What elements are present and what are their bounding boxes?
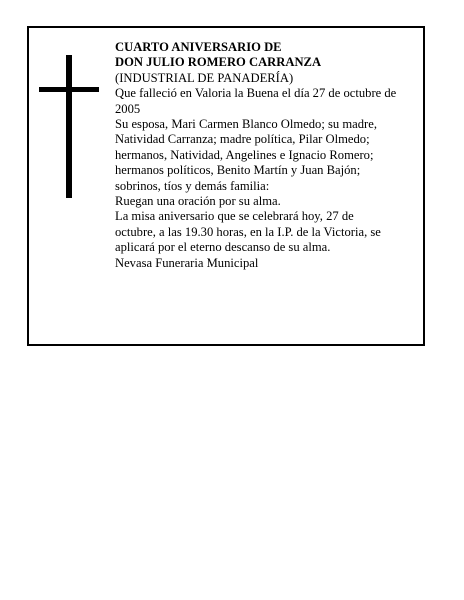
notice-body-line: octubre, a las 19.30 horas, en la I.P. de la Victoria, se	[115, 224, 381, 239]
notice-body-line: hermanos políticos, Benito Martín y Juan Bajón;	[115, 163, 361, 178]
notice-text	[115, 40, 423, 271]
cross-vertical-bar	[66, 55, 72, 198]
notice-body-line: Ruegan una oración por su alma.	[115, 194, 281, 209]
cross-icon	[39, 55, 99, 198]
notice-subtitle: (INDUSTRIAL DE PANADERÍA)	[115, 70, 294, 85]
notice-body-line: 2005	[115, 101, 141, 116]
notice-body-line: Su esposa, Mari Carmen Blanco Olmedo; su madre,	[115, 117, 377, 132]
notice-body-line: sobrinos, tíos y demás familia:	[115, 178, 270, 193]
notice-funeral-home: Nevasa Funeraria Municipal	[115, 255, 259, 270]
notice-title-line-2: DON JULIO ROMERO CARRANZA	[115, 55, 322, 70]
notice-body-line: aplicará por el eterno descanso de su alma.	[115, 240, 331, 255]
cross-horizontal-bar	[39, 87, 99, 92]
notice-body-line: Natividad Carranza; madre política, Pilar Olmedo;	[115, 132, 370, 147]
notice-body-line: hermanos, Natividad, Angelines e Ignacio Romero;	[115, 147, 374, 162]
notice-title-line-1: CUARTO ANIVERSARIO DE	[115, 40, 282, 54]
notice-body-line: La misa aniversario que se celebrará hoy, 27 de	[115, 209, 354, 224]
obituary-notice	[27, 26, 425, 346]
notice-body-line: Que falleció en Valoria la Buena el día 27 de octubre de	[115, 86, 397, 101]
